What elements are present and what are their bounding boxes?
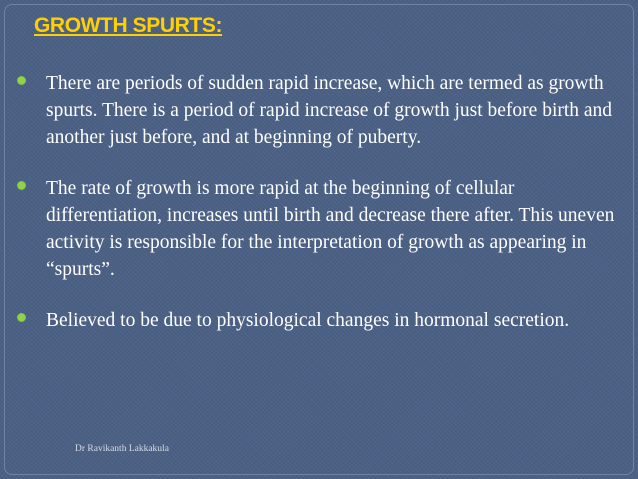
bullet-item-growth-rate [16, 175, 624, 283]
bullet-text: There are periods of sudden rapid increase, which are termed as growth spurts. There is a period of rapid increase of growth just before birth and another just before, and at beginning of puberty. [46, 73, 613, 148]
bullet-item-hormonal [16, 307, 624, 334]
slide-title: GROWTH SPURTS: [34, 14, 223, 37]
bullet-list [16, 70, 624, 334]
bullet-item-growth-spurts [16, 70, 624, 151]
footer-author: Dr Ravikanth Lakkakula [75, 444, 169, 454]
bullet-text: The rate of growth is more rapid at the beginning of cellular differentiation, increases until birth and decrease there after. This uneven activity is responsible for the interpretation of growth as appearing in “spurts”. [46, 178, 615, 280]
bullet-dot-icon [17, 313, 26, 322]
bullet-dot-icon [17, 181, 26, 190]
bullet-text: Believed to be due to physiological changes in hormonal secretion. [46, 310, 570, 331]
bullet-dot-icon [17, 76, 26, 85]
